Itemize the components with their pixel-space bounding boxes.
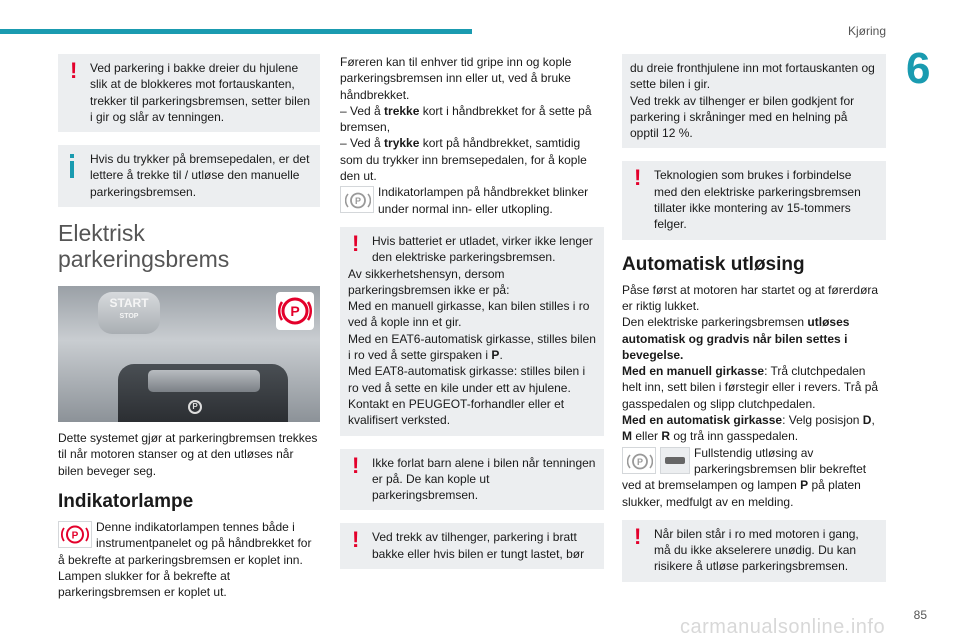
parking-brake-warning-lamp-icon [58,521,92,548]
warning-box-idle: ! Når bilen står i ro med motoren i gang, må du ikke akselerere unødig. Du kan risikere å utløse parkeringsbremsen. [622,520,886,582]
paragraph-indicator: P Denne indikatorlampen tennes både i instrumentpanelet og på håndbrekket for å bekrefte at parkeringsbremsen er koplet inn. [58,519,312,567]
warning-icon: ! [352,527,360,553]
warning-box-children: ! Ikke forlat barn alene i bilen når tenningen er på. De kan kople ut parkeringsbremsen. [340,449,604,511]
paragraph-auto-release: Den elektriske parkeringsbremsen utløses automatisk og gradvis når bilen settes i bevegelse. [622,315,850,362]
warning-box-battery: ! Hvis batteriet er utladet, virker ikke lenger den elektriske parkeringsbremsen. Av sikkerhetshensyn, dersom parkeringsbremsen ikke er på: Med en manuell girkasse, kan bilen stilles i ro ved å kople inn et gir. Med en EAT6-automatisk girkasse, stilles bilen i ro ved å sette girspaken i P. Med EAT8-automatisk girkasse: stilles bilen i ro ved å sette en kile under ett av hjulene. Kontakt en PEUGEOT-forhandler eller et kvalifisert verksted. [340,227,604,436]
svg-text:P: P [354,196,362,207]
heading-automatic-release: Automatisk utløsing [622,253,805,275]
page-number: 85 [913,608,927,622]
section-name: Kjøring [847,24,886,38]
paragraph-manual-gearbox: Med en manuell girkasse: Trå clutchpedalen helt inn, sett bilen i førstegir eller i revers. Trå på gasspedalen og slipp clutchpedalen. [622,364,879,411]
warning-box-slope-parking [58,54,320,132]
warning-icon: ! [634,165,642,191]
warning-icon: ! [70,58,78,83]
info-box-brake-pedal [58,145,320,207]
warning-box-trailer: ! Ved trekk av tilhenger, parkering i bratt bakke eller hvis bilen er tungt lastet, bør [340,523,604,569]
chapter-number: 6 [906,44,931,93]
paragraph-full-release: P Fullstendig utløsing av parkeringsbremsen blir bekreftet ved at bremselampen og lampen P på platen slukker, medfulgt av en melding. [622,445,867,509]
list-item-release: – Ved å trykke kort på håndbrekket, samtidig som du trykker inn bremsepedalen, for å kople den ut. [340,136,587,184]
svg-text:P: P [71,530,79,542]
parking-brake-p-icon: P [188,400,202,414]
paragraph-system: Dette systemet gjør at parkeringbremsen trekkes til når motoren stanser og at den utløses når bilen beveger seg. [58,431,318,478]
warning-box-trailer-continued: du dreie fronthjulene inn mot fortauskanten og sette bilen i gir. Ved trekk av tilhenger er bilen godkjent for parkering i skråninger med en helning på opptil 12 %. [622,54,886,148]
start-stop-button: START STOP [98,292,160,334]
paragraph-blink: P Indikatorlampen på håndbrekket blinker under normal inn- eller utkopling. [340,184,604,217]
header-accent-bar [0,29,472,34]
warning-text: Ved parkering i bakke dreier du hjulene slik at de blokkeres mot fortauskanten, trekker til parkeringsbremsen, setter bilen i gir og slår av tenningen. [90,61,311,124]
paragraph-driver: Føreren kan til enhver tid gripe inn og kople parkeringsbremsen inn eller ut, ved å bruke håndbrekket. [340,55,572,102]
warning-icon: ! [352,230,360,256]
svg-text:P: P [290,303,300,320]
watermark: carmanualsonline.info [680,616,886,638]
parking-brake-lamp-gray-icon [622,447,656,474]
svg-text:P: P [636,456,644,467]
parking-brake-lever-icon [660,447,690,474]
parking-brake-lever [148,370,260,392]
warning-icon: ! [634,523,642,549]
list-item-engage: – Ved å trekke kort i håndbrekket for å sette på bremsen, [340,103,592,135]
column-3 [622,54,886,595]
paragraph-lamp-off: Lampen slukker for å bekrefte at parkeringsbremsen er koplet ut. [58,568,231,600]
parking-brake-badge-icon [276,292,314,330]
column-1 [58,54,320,600]
section-heading: Elektrisk parkeringsbrems [58,220,230,273]
warning-box-rims: ! Teknologien som brukes i forbindelse med den elektriske parkeringsbremsen tillater ikke montering av 15-tommers felger. [622,161,886,239]
info-icon [70,154,74,178]
subheading-indicator: Indikatorlampe [58,490,194,512]
warning-icon: ! [352,452,360,478]
paragraph-automatic-gearbox: Med en automatisk girkasse: Velg posisjon D, M eller R og trå inn gasspedalen. [622,413,875,444]
info-text: Hvis du trykker på bremsepedalen, er det lettere å trekke til / utløse den manuelle parkeringsbremsen. [90,152,310,199]
paragraph-check-door: Påse først at motoren har startet og at førerdøra er riktig lukket. [622,282,879,313]
parking-brake-photo [58,286,320,422]
parking-brake-lamp-gray-icon [340,186,374,213]
column-2 [340,54,604,582]
